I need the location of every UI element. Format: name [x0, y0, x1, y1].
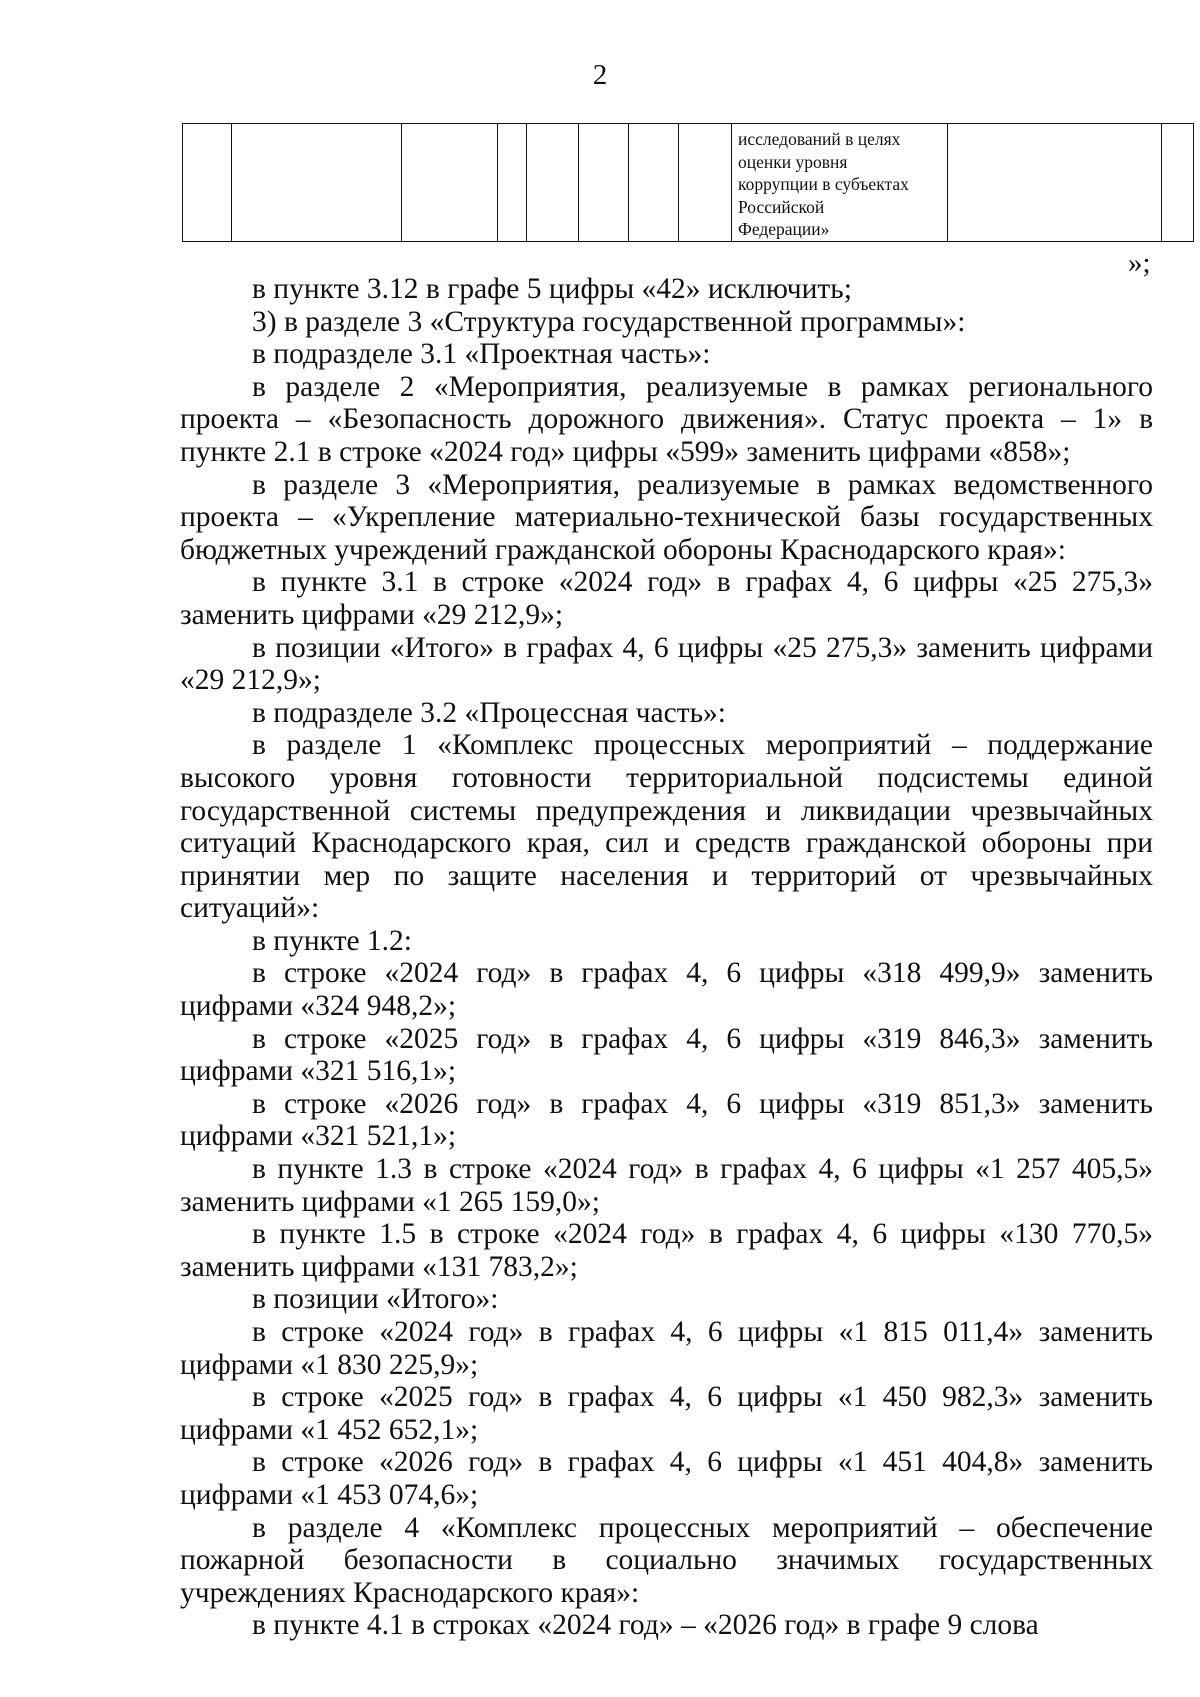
paragraph: в строке «2025 год» в графах 4, 6 цифры «319 846,3» заменить цифрами «321 516,1»; — [180, 1022, 1153, 1088]
table-cell — [579, 124, 629, 242]
paragraph: в пункте 1.2: — [252, 924, 413, 957]
cell-line: Российской — [738, 196, 825, 217]
table-cell — [629, 124, 679, 242]
table-cell — [527, 124, 579, 242]
cell-line: Федерации» — [738, 219, 830, 239]
body-text — [180, 273, 1153, 1642]
paragraph: в пункте 3.12 в графе 5 цифры «42» исключить; — [252, 273, 852, 305]
page-number: 2 — [592, 59, 608, 91]
paragraph: 3) в разделе 3 «Структура государственной программы»: — [252, 305, 966, 338]
paragraph: в пункте 4.1 в строках «2024 год» – «2026 год» в графе 9 слова — [252, 1609, 1039, 1642]
paragraph: в разделе 4 «Комплекс процессных мероприятий – обеспечение пожарной безопасности в социально значимых государственных учреждениях Краснодарского края»: — [180, 1511, 1153, 1609]
table-cell — [498, 124, 527, 242]
table-cell — [402, 124, 498, 242]
paragraph: в разделе 1 «Комплекс процессных мероприятий – поддержание высокого уровня готовности территориальной подсистемы единой государственной системы предупреждения и ликвидации чрезвычайных ситуаций Краснодарского края, сил и средств гражданской обороны при принятии мер по защите населения и территорий от чрезвычайных ситуаций»: — [180, 729, 1153, 925]
paragraph: в строке «2026 год» в графах 4, 6 цифры «1 451 404,8» заменить цифрами «1 453 074,6»; — [180, 1446, 1153, 1511]
paragraph: в разделе 2 «Мероприятия, реализуемые в рамках регионального проекта – «Безопасность дорожного движения». Статус проекта – 1» в пункте 2.1 в строке «2024 год» цифры «599» заменить цифрами «858»; — [180, 370, 1153, 468]
table-cell — [679, 124, 732, 242]
paragraph: в пункте 1.5 в строке «2024 год» в графах 4, 6 цифры «130 770,5» заменить цифрами «131 783,2»; — [180, 1218, 1153, 1283]
paragraph: в позиции «Итого»: — [252, 1283, 499, 1316]
table-row — [183, 124, 1194, 242]
paragraph: в разделе 3 «Мероприятия, реализуемые в рамках ведомственного проекта – «Укрепление материально-технической базы государственных бюджетных учреждений гражданской обороны Краснодарского края»: — [180, 468, 1153, 566]
cell-line: оценки уровня — [738, 151, 848, 172]
closing-quote: »; — [1128, 247, 1151, 279]
paragraph: в позиции «Итого» в графах 4, 6 цифры «25 275,3» заменить цифрами «29 212,9»; — [180, 631, 1153, 697]
paragraph: в пункте 1.3 в строке «2024 год» в графах 4, 6 цифры «1 257 405,5» заменить цифрами «1 265 159,0»; — [180, 1153, 1153, 1218]
table-cell — [183, 124, 232, 242]
table-cell — [232, 124, 402, 242]
table-fragment — [182, 123, 1194, 242]
paragraph: в строке «2024 год» в графах 4, 6 цифры «318 499,9» заменить цифрами «324 948,2»; — [180, 957, 1153, 1023]
paragraph: в подразделе 3.2 «Процессная часть»: — [252, 696, 727, 729]
paragraph: в пункте 3.1 в строке «2024 год» в графах 4, 6 цифры «25 275,3» заменить цифрами «29 212,9»; — [180, 566, 1153, 631]
paragraph: в строке «2024 год» в графах 4, 6 цифры «1 815 011,4» заменить цифрами «1 830 225,9»; — [180, 1316, 1153, 1381]
table-cell — [1162, 124, 1194, 242]
paragraph: в подразделе 3.1 «Проектная часть»: — [252, 338, 711, 371]
table-cell-description — [732, 124, 948, 242]
cell-line: коррупции в субъектах — [738, 174, 909, 194]
cell-line: исследований в целях — [738, 129, 901, 149]
paragraph: в строке «2026 год» в графах 4, 6 цифры «319 851,3» заменить цифрами «321 521,1»; — [180, 1087, 1153, 1153]
paragraph: в строке «2025 год» в графах 4, 6 цифры «1 450 982,3» заменить цифрами «1 452 652,1»; — [180, 1381, 1153, 1446]
table-cell — [948, 124, 1162, 242]
